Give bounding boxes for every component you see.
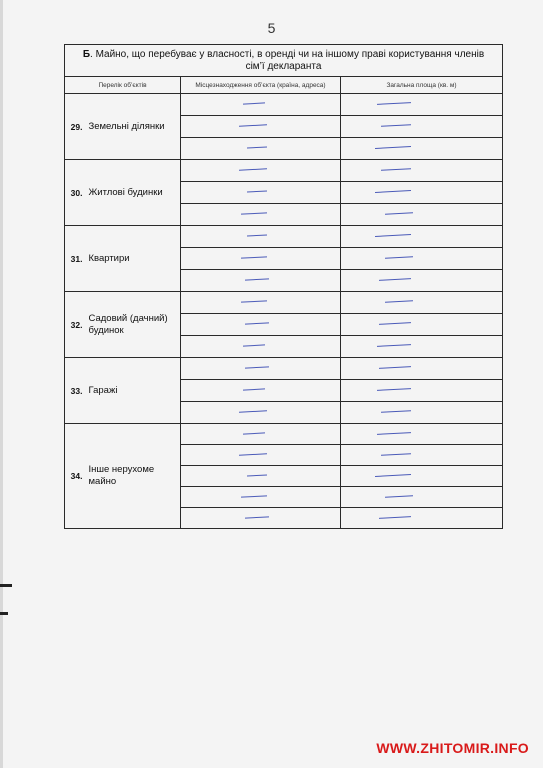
section-title <box>65 45 503 77</box>
cell-area <box>341 204 503 226</box>
handwritten-dash <box>247 190 267 192</box>
cell-location <box>181 160 341 182</box>
cell-area <box>341 138 503 160</box>
cell-location <box>181 424 341 445</box>
handwritten-dash <box>381 410 411 413</box>
cell-location <box>181 292 341 314</box>
table-row <box>65 160 503 182</box>
handwritten-dash <box>239 168 267 170</box>
cell-area <box>341 445 503 466</box>
handwritten-dash <box>381 124 411 127</box>
handwritten-dash <box>375 234 411 237</box>
handwritten-dash <box>385 256 413 258</box>
cell-location <box>181 445 341 466</box>
cell-area <box>341 466 503 487</box>
handwritten-dash <box>239 410 267 412</box>
cell-location <box>181 182 341 204</box>
cell-area <box>341 270 503 292</box>
handwritten-dash <box>245 366 269 368</box>
cell-area <box>341 94 503 116</box>
table-row <box>65 226 503 248</box>
row-label: Інше нерухоме майно <box>85 424 181 529</box>
cell-area <box>341 160 503 182</box>
row-label: Земельні ділянки <box>85 94 181 160</box>
row-number: 31. <box>65 226 85 292</box>
scan-edge-mark <box>0 612 8 615</box>
handwritten-dash <box>241 256 267 258</box>
cell-location <box>181 204 341 226</box>
cell-location <box>181 508 341 529</box>
handwritten-dash <box>245 278 269 280</box>
cell-area <box>341 292 503 314</box>
handwritten-dash <box>243 102 265 104</box>
handwritten-dash <box>385 495 413 497</box>
handwritten-dash <box>239 124 267 126</box>
column-header-location: Місцезнаходження об’єкта (країна, адреса) <box>181 77 341 94</box>
handwritten-dash <box>379 516 411 519</box>
cell-location <box>181 336 341 358</box>
handwritten-dash <box>375 146 411 149</box>
handwritten-dash <box>377 102 411 105</box>
handwritten-dash <box>241 212 267 214</box>
handwritten-dash <box>247 234 267 236</box>
row-number: 30. <box>65 160 85 226</box>
handwritten-dash <box>381 453 411 456</box>
cell-area <box>341 314 503 336</box>
cell-location <box>181 248 341 270</box>
handwritten-dash <box>377 388 411 391</box>
cell-area <box>341 424 503 445</box>
cell-location <box>181 466 341 487</box>
page-left-edge <box>0 0 3 768</box>
table-row <box>65 94 503 116</box>
row-label: Квартири <box>85 226 181 292</box>
handwritten-dash <box>381 168 411 171</box>
property-table <box>64 44 503 529</box>
cell-location <box>181 116 341 138</box>
cell-location <box>181 487 341 508</box>
cell-area <box>341 248 503 270</box>
row-label: Гаражі <box>85 358 181 424</box>
section-title-text: . Майно, що перебуває у власності, в оренді чи на іншому праві користування членів сім’ї декларанта <box>90 48 485 72</box>
cell-area <box>341 487 503 508</box>
column-header-area: Загальна площа (кв. м) <box>341 77 503 94</box>
handwritten-dash <box>375 474 411 477</box>
row-label: Житлові будинки <box>85 160 181 226</box>
handwritten-dash <box>243 344 265 346</box>
cell-location <box>181 380 341 402</box>
handwritten-dash <box>245 516 269 518</box>
section-letter: Б <box>82 48 91 60</box>
cell-area <box>341 508 503 529</box>
cell-area <box>341 380 503 402</box>
scan-edge-mark <box>0 584 12 587</box>
row-number: 32. <box>65 292 85 358</box>
table-title-row <box>65 45 503 77</box>
handwritten-dash <box>239 453 267 455</box>
cell-location <box>181 138 341 160</box>
handwritten-dash <box>385 212 413 214</box>
cell-location <box>181 270 341 292</box>
handwritten-dash <box>379 366 411 369</box>
row-number: 34. <box>65 424 85 529</box>
handwritten-dash <box>377 432 411 435</box>
cell-location <box>181 226 341 248</box>
table-row <box>65 358 503 380</box>
column-header-list: Перелік об’єктів <box>65 77 181 94</box>
handwritten-dash <box>247 146 267 148</box>
handwritten-dash <box>247 474 267 476</box>
table-row <box>65 424 503 445</box>
handwritten-dash <box>377 344 411 347</box>
cell-location <box>181 358 341 380</box>
cell-area <box>341 182 503 204</box>
handwritten-dash <box>243 432 265 434</box>
handwritten-dash <box>385 300 413 302</box>
row-label: Садовий (дачний) будинок <box>85 292 181 358</box>
handwritten-dash <box>241 495 267 497</box>
page-number: 5 <box>267 20 276 36</box>
cell-location <box>181 94 341 116</box>
handwritten-dash <box>241 300 267 302</box>
handwritten-dash <box>379 322 411 325</box>
table-header-row <box>65 77 503 94</box>
cell-location <box>181 314 341 336</box>
handwritten-dash <box>379 278 411 281</box>
table-row <box>65 292 503 314</box>
cell-location <box>181 402 341 424</box>
handwritten-dash <box>245 322 269 324</box>
cell-area <box>341 226 503 248</box>
row-number: 29. <box>65 94 85 160</box>
site-watermark: WWW.ZHITOMIR.INFO <box>376 740 529 756</box>
cell-area <box>341 402 503 424</box>
handwritten-dash <box>243 388 265 390</box>
cell-area <box>341 336 503 358</box>
cell-area <box>341 116 503 138</box>
handwritten-dash <box>375 190 411 193</box>
row-number: 33. <box>65 358 85 424</box>
cell-area <box>341 358 503 380</box>
